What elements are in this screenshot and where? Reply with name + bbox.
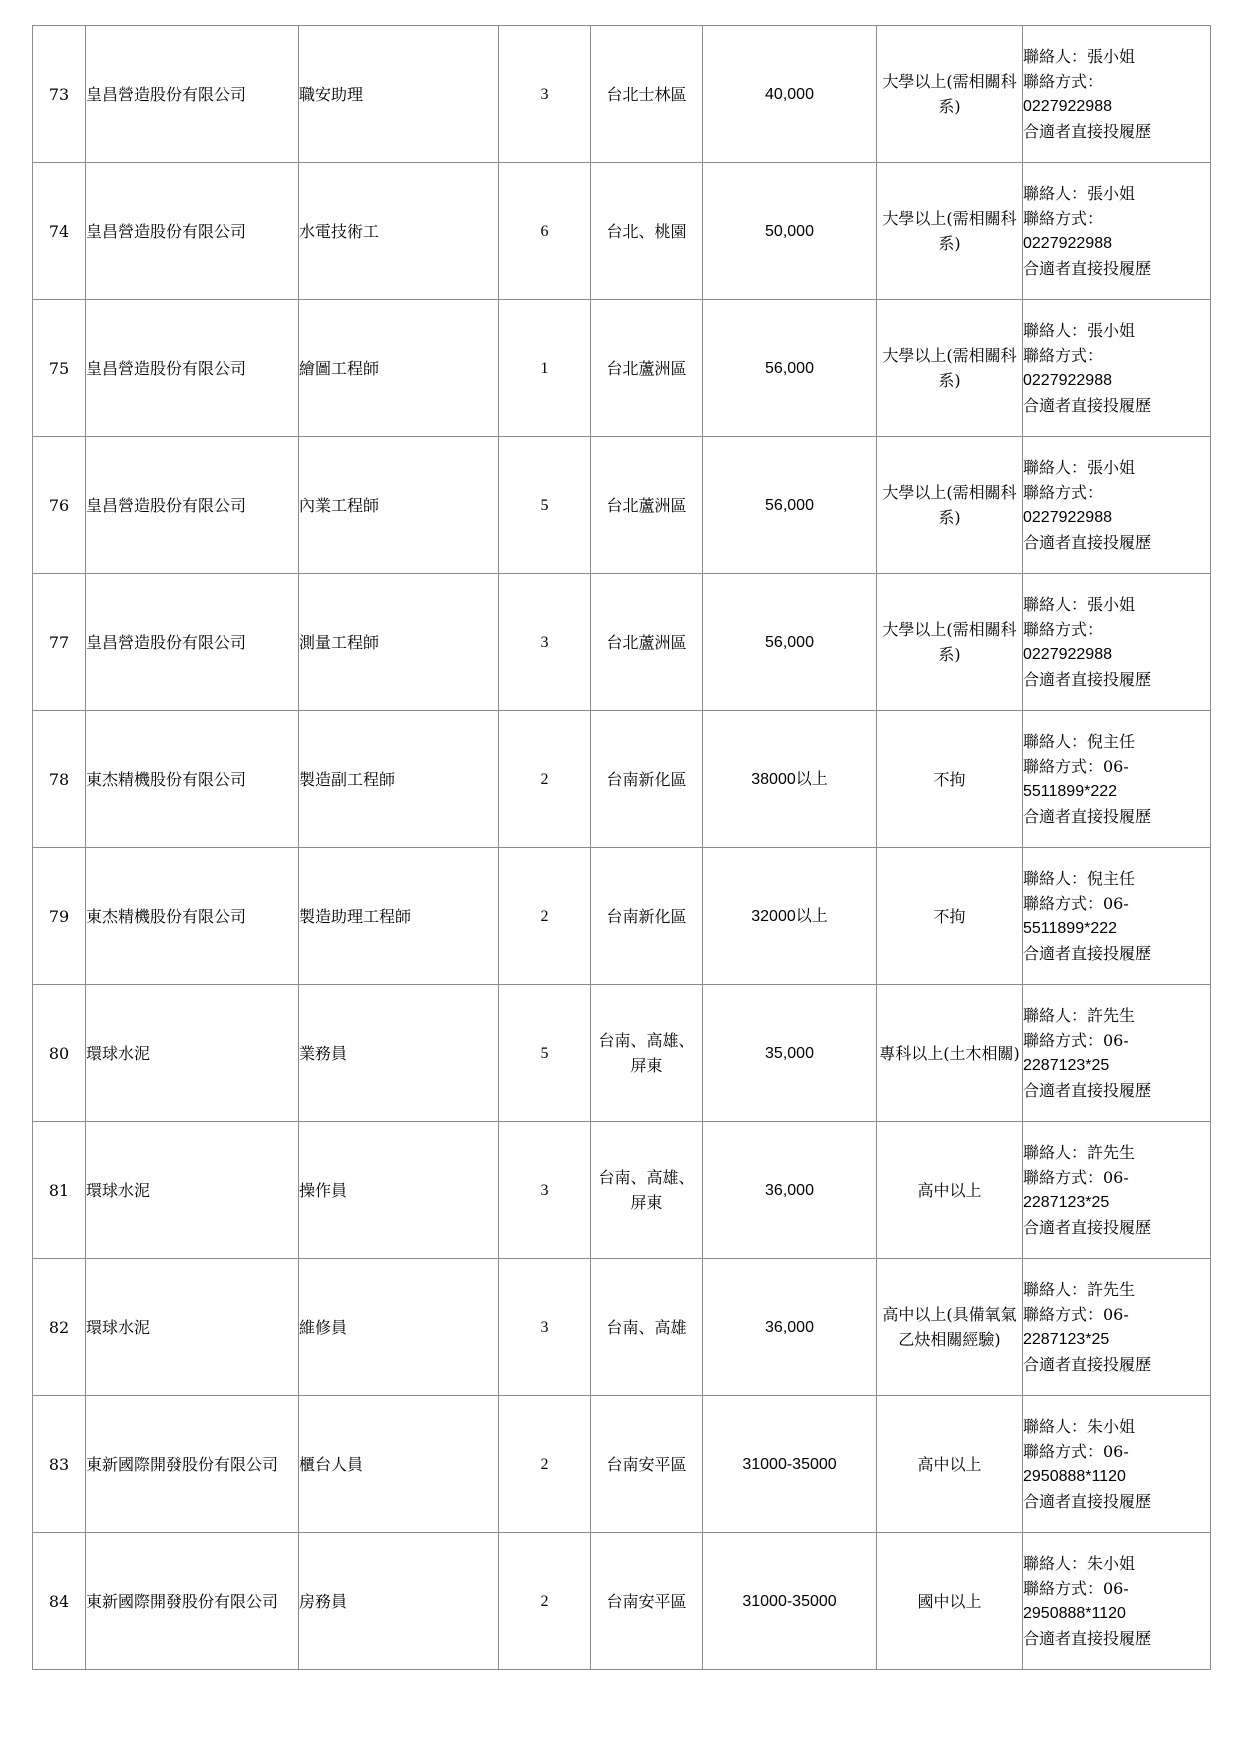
contact-person: 聯絡人：朱小姐 bbox=[1023, 1554, 1136, 1573]
table-row bbox=[33, 26, 1211, 163]
contact-number: 0227922988 bbox=[1023, 372, 1112, 389]
contact-info bbox=[1023, 711, 1211, 848]
contact-method-label: 聯絡方式：06- bbox=[1023, 757, 1129, 776]
contact-number: 2287123*25 bbox=[1023, 1331, 1110, 1348]
job-title: 內業工程師 bbox=[299, 437, 499, 574]
contact-number: 5511899*222 bbox=[1023, 920, 1118, 937]
contact-person: 聯絡人：張小姐 bbox=[1023, 458, 1136, 477]
contact-info bbox=[1023, 1259, 1211, 1396]
education-requirement: 高中以上(具備氧氣乙炔相關經驗) bbox=[877, 1259, 1023, 1396]
contact-note: 合適者直接投履歷 bbox=[1023, 1081, 1152, 1100]
salary: 56,000 bbox=[703, 300, 877, 437]
headcount: 3 bbox=[499, 1122, 591, 1259]
row-number: 79 bbox=[33, 848, 86, 985]
headcount: 6 bbox=[499, 163, 591, 300]
work-location: 台南、高雄、屏東 bbox=[591, 985, 703, 1122]
company-name: 東杰精機股份有限公司 bbox=[86, 711, 299, 848]
work-location: 台南、高雄 bbox=[591, 1259, 703, 1396]
education-requirement: 大學以上(需相關科系) bbox=[877, 574, 1023, 711]
contact-info bbox=[1023, 848, 1211, 985]
contact-person: 聯絡人：許先生 bbox=[1023, 1006, 1136, 1025]
contact-note: 合適者直接投履歷 bbox=[1023, 670, 1152, 689]
contact-note: 合適者直接投履歷 bbox=[1023, 396, 1152, 415]
table-row bbox=[33, 1396, 1211, 1533]
row-number: 76 bbox=[33, 437, 86, 574]
contact-note: 合適者直接投履歷 bbox=[1023, 807, 1152, 826]
row-number: 81 bbox=[33, 1122, 86, 1259]
company-name: 皇昌營造股份有限公司 bbox=[86, 300, 299, 437]
contact-note: 合適者直接投履歷 bbox=[1023, 1218, 1152, 1237]
job-title: 操作員 bbox=[299, 1122, 499, 1259]
work-location: 台北、桃園 bbox=[591, 163, 703, 300]
job-title: 職安助理 bbox=[299, 26, 499, 163]
row-number: 78 bbox=[33, 711, 86, 848]
company-name: 皇昌營造股份有限公司 bbox=[86, 163, 299, 300]
headcount: 5 bbox=[499, 985, 591, 1122]
contact-person: 聯絡人：倪主任 bbox=[1023, 869, 1136, 888]
contact-note: 合適者直接投履歷 bbox=[1023, 944, 1152, 963]
company-name: 東新國際開發股份有限公司 bbox=[86, 1533, 299, 1670]
row-number: 75 bbox=[33, 300, 86, 437]
job-title: 櫃台人員 bbox=[299, 1396, 499, 1533]
headcount: 3 bbox=[499, 1259, 591, 1396]
salary: 36,000 bbox=[703, 1122, 877, 1259]
table-row bbox=[33, 300, 1211, 437]
table-row bbox=[33, 985, 1211, 1122]
contact-info bbox=[1023, 985, 1211, 1122]
job-title: 業務員 bbox=[299, 985, 499, 1122]
table-row bbox=[33, 848, 1211, 985]
salary: 31000-35000 bbox=[703, 1533, 877, 1670]
education-requirement: 大學以上(需相關科系) bbox=[877, 300, 1023, 437]
headcount: 1 bbox=[499, 300, 591, 437]
company-name: 皇昌營造股份有限公司 bbox=[86, 437, 299, 574]
work-location: 台南安平區 bbox=[591, 1396, 703, 1533]
work-location: 台南新化區 bbox=[591, 848, 703, 985]
salary: 36,000 bbox=[703, 1259, 877, 1396]
contact-person: 聯絡人：朱小姐 bbox=[1023, 1417, 1136, 1436]
table-row bbox=[33, 1533, 1211, 1670]
contact-number: 0227922988 bbox=[1023, 646, 1112, 663]
table-row bbox=[33, 163, 1211, 300]
contact-number: 0227922988 bbox=[1023, 235, 1112, 252]
headcount: 2 bbox=[499, 711, 591, 848]
job-title: 水電技術工 bbox=[299, 163, 499, 300]
education-requirement: 大學以上(需相關科系) bbox=[877, 26, 1023, 163]
salary: 31000-35000 bbox=[703, 1396, 877, 1533]
contact-person: 聯絡人：張小姐 bbox=[1023, 595, 1136, 614]
contact-number: 0227922988 bbox=[1023, 98, 1112, 115]
contact-method-label: 聯絡方式：06- bbox=[1023, 1579, 1129, 1598]
company-name: 東杰精機股份有限公司 bbox=[86, 848, 299, 985]
contact-person: 聯絡人：張小姐 bbox=[1023, 321, 1136, 340]
education-requirement: 不拘 bbox=[877, 711, 1023, 848]
row-number: 84 bbox=[33, 1533, 86, 1670]
contact-info bbox=[1023, 1533, 1211, 1670]
company-name: 皇昌營造股份有限公司 bbox=[86, 574, 299, 711]
table-row bbox=[33, 574, 1211, 711]
contact-person: 聯絡人：許先生 bbox=[1023, 1143, 1136, 1162]
contact-method-label: 聯絡方式： bbox=[1023, 483, 1104, 502]
contact-method-label: 聯絡方式：06- bbox=[1023, 1031, 1129, 1050]
contact-info bbox=[1023, 300, 1211, 437]
education-requirement: 大學以上(需相關科系) bbox=[877, 163, 1023, 300]
contact-method-label: 聯絡方式：06- bbox=[1023, 894, 1129, 913]
contact-number: 2287123*25 bbox=[1023, 1194, 1110, 1211]
company-name: 東新國際開發股份有限公司 bbox=[86, 1396, 299, 1533]
work-location: 台北蘆洲區 bbox=[591, 437, 703, 574]
company-name: 環球水泥 bbox=[86, 1122, 299, 1259]
job-title: 製造助理工程師 bbox=[299, 848, 499, 985]
contact-person: 聯絡人：張小姐 bbox=[1023, 47, 1136, 66]
row-number: 73 bbox=[33, 26, 86, 163]
work-location: 台北蘆洲區 bbox=[591, 300, 703, 437]
education-requirement: 專科以上(土木相關) bbox=[877, 985, 1023, 1122]
company-name: 環球水泥 bbox=[86, 1259, 299, 1396]
contact-note: 合適者直接投履歷 bbox=[1023, 1629, 1152, 1648]
salary: 32000以上 bbox=[703, 848, 877, 985]
contact-info bbox=[1023, 1396, 1211, 1533]
work-location: 台南、高雄、屏東 bbox=[591, 1122, 703, 1259]
company-name: 皇昌營造股份有限公司 bbox=[86, 26, 299, 163]
education-requirement: 高中以上 bbox=[877, 1396, 1023, 1533]
headcount: 5 bbox=[499, 437, 591, 574]
job-title: 製造副工程師 bbox=[299, 711, 499, 848]
education-requirement: 不拘 bbox=[877, 848, 1023, 985]
contact-info bbox=[1023, 437, 1211, 574]
job-rows bbox=[33, 26, 1211, 1670]
job-title: 測量工程師 bbox=[299, 574, 499, 711]
work-location: 台北士林區 bbox=[591, 26, 703, 163]
contact-number: 2287123*25 bbox=[1023, 1057, 1110, 1074]
contact-info bbox=[1023, 26, 1211, 163]
job-title: 繪圖工程師 bbox=[299, 300, 499, 437]
headcount: 3 bbox=[499, 26, 591, 163]
contact-note: 合適者直接投履歷 bbox=[1023, 533, 1152, 552]
job-title: 維修員 bbox=[299, 1259, 499, 1396]
contact-person: 聯絡人：許先生 bbox=[1023, 1280, 1136, 1299]
headcount: 2 bbox=[499, 848, 591, 985]
row-number: 82 bbox=[33, 1259, 86, 1396]
contact-method-label: 聯絡方式： bbox=[1023, 209, 1104, 228]
company-name: 環球水泥 bbox=[86, 985, 299, 1122]
contact-person: 聯絡人：張小姐 bbox=[1023, 184, 1136, 203]
row-number: 74 bbox=[33, 163, 86, 300]
job-title: 房務員 bbox=[299, 1533, 499, 1670]
headcount: 2 bbox=[499, 1396, 591, 1533]
education-requirement: 高中以上 bbox=[877, 1122, 1023, 1259]
education-requirement: 大學以上(需相關科系) bbox=[877, 437, 1023, 574]
contact-note: 合適者直接投履歷 bbox=[1023, 259, 1152, 278]
contact-number: 5511899*222 bbox=[1023, 783, 1118, 800]
salary: 50,000 bbox=[703, 163, 877, 300]
work-location: 台北蘆洲區 bbox=[591, 574, 703, 711]
row-number: 83 bbox=[33, 1396, 86, 1533]
table-row bbox=[33, 1122, 1211, 1259]
job-listing-table bbox=[32, 25, 1211, 1670]
contact-method-label: 聯絡方式： bbox=[1023, 620, 1104, 639]
contact-method-label: 聯絡方式：06- bbox=[1023, 1168, 1129, 1187]
salary: 35,000 bbox=[703, 985, 877, 1122]
contact-info bbox=[1023, 1122, 1211, 1259]
contact-method-label: 聯絡方式：06- bbox=[1023, 1442, 1129, 1461]
contact-note: 合適者直接投履歷 bbox=[1023, 1355, 1152, 1374]
education-requirement: 國中以上 bbox=[877, 1533, 1023, 1670]
contact-person: 聯絡人：倪主任 bbox=[1023, 732, 1136, 751]
contact-number: 2950888*1120 bbox=[1023, 1605, 1126, 1622]
salary: 56,000 bbox=[703, 437, 877, 574]
headcount: 3 bbox=[499, 574, 591, 711]
table-row bbox=[33, 1259, 1211, 1396]
work-location: 台南新化區 bbox=[591, 711, 703, 848]
contact-info bbox=[1023, 163, 1211, 300]
salary: 40,000 bbox=[703, 26, 877, 163]
headcount: 2 bbox=[499, 1533, 591, 1670]
row-number: 77 bbox=[33, 574, 86, 711]
work-location: 台南安平區 bbox=[591, 1533, 703, 1670]
salary: 56,000 bbox=[703, 574, 877, 711]
row-number: 80 bbox=[33, 985, 86, 1122]
contact-method-label: 聯絡方式： bbox=[1023, 72, 1104, 91]
contact-method-label: 聯絡方式： bbox=[1023, 346, 1104, 365]
table-row bbox=[33, 437, 1211, 574]
contact-number: 0227922988 bbox=[1023, 509, 1112, 526]
contact-number: 2950888*1120 bbox=[1023, 1468, 1126, 1485]
salary: 38000以上 bbox=[703, 711, 877, 848]
contact-info bbox=[1023, 574, 1211, 711]
table-row bbox=[33, 711, 1211, 848]
contact-note: 合適者直接投履歷 bbox=[1023, 122, 1152, 141]
contact-note: 合適者直接投履歷 bbox=[1023, 1492, 1152, 1511]
contact-method-label: 聯絡方式：06- bbox=[1023, 1305, 1129, 1324]
